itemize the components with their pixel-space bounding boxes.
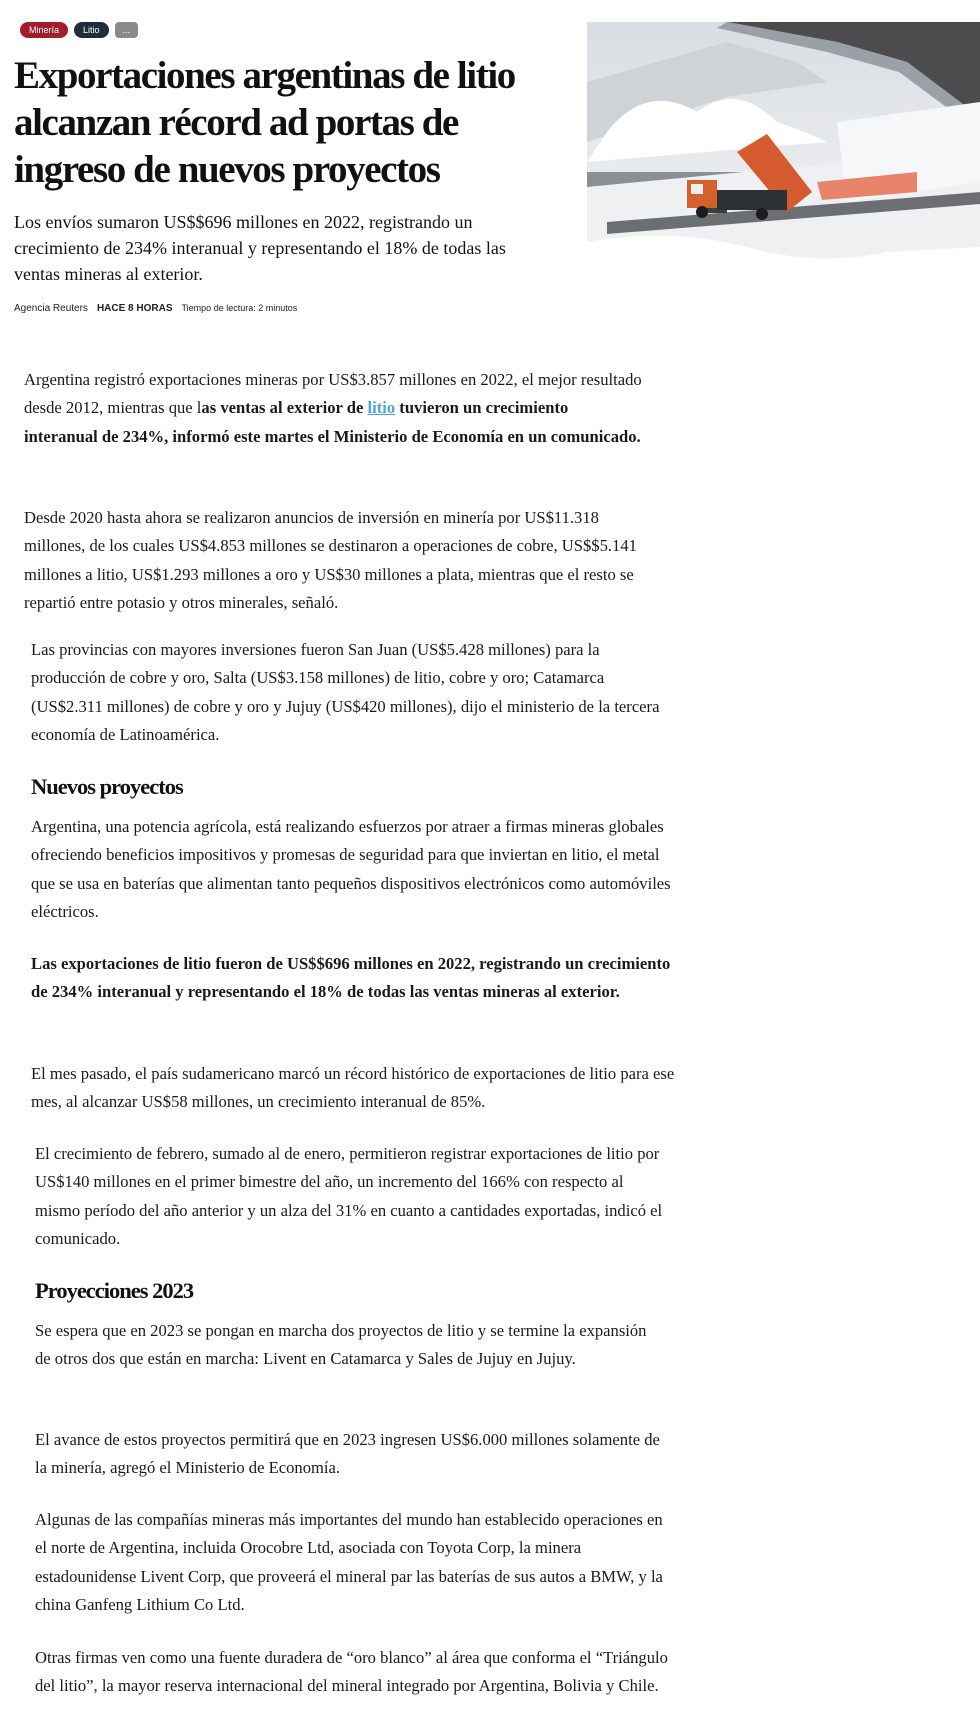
article-paragraph-3: Las provincias con mayores inversiones fueron San Juan (US$5.428 millones) para la producción de cobre y oro, Salta (US$3.158 millones) de litio, cobre y oro; Catamarca (US$2.311 millones) de cobre y oro y Jujuy (US$420 millones), dijo el ministerio de la tercera economía de Latinoamérica. bbox=[31, 640, 660, 745]
article-paragraph-1 bbox=[24, 366, 644, 451]
tag-litio[interactable]: Litio bbox=[74, 22, 109, 38]
article-paragraph-5: Las exportaciones de litio fueron de US$$696 millones en 2022, registrando un crecimiento de 234% interanual y representando el 18% de todas las ventas mineras al exterior. bbox=[31, 954, 671, 1002]
article-paragraph-9: El avance de estos proyectos permitirá que en 2023 ingresen US$6.000 millones solamente de la minería, agregó el Ministerio de Economía. bbox=[35, 1430, 660, 1478]
litio-link[interactable]: litio bbox=[367, 398, 396, 418]
paragraph-bold-text: tuvieron un crecimiento interanual de 234%, informó este martes el Ministerio de Economía en un comunicado. bbox=[24, 398, 641, 446]
paragraph-bold-text: as ventas al exterior de bbox=[201, 398, 368, 418]
article-paragraph-2: Desde 2020 hasta ahora se realizaron anuncios de inversión en minería por US$11.318 millones, de los cuales US$4.853 millones se destinaron a operaciones de cobre, US$$5.141 millones a litio, US$1.293 millones a oro y US$30 millones a plata, mientras que el resto se repartió entre potasio y otros minerales, señaló. bbox=[24, 508, 637, 613]
tag-list bbox=[20, 22, 138, 38]
hero-image[interactable] bbox=[587, 22, 980, 282]
more-tags-button[interactable]: ... bbox=[115, 22, 139, 38]
article-subhead: Los envíos sumaron US$$696 millones en 2022, registrando un crecimiento de 234% interanual y representando el 18% de todas las ventas mineras al exterior. bbox=[14, 212, 506, 284]
byline-reading-time: Tiempo de lectura: 2 minutos bbox=[181, 303, 298, 313]
article-paragraph-7: El crecimiento de febrero, sumado al de enero, permitieron registrar exportaciones de litio por US$140 millones en el primer bimestre del año, un incremento del 166% con respecto al mismo período del año anterior y un alza del 31% en cuanto a cantidades exportadas, indicó el comunicado. bbox=[35, 1144, 663, 1249]
lithium-salt-flat-photo-icon bbox=[587, 22, 980, 282]
section-title-proyecciones-2023: Proyecciones 2023 bbox=[35, 1278, 194, 1303]
article-paragraph-8: Se espera que en 2023 se pongan en marcha dos proyectos de litio y se termine la expansión de otros dos que están en marcha: Livent en Catamarca y Sales de Jujuy en Jujuy. bbox=[35, 1321, 647, 1369]
paragraph-text: Argentina registró exportaciones mineras por US$3.857 millones en 2022, el mejor resultado desde 2012, mientras que l bbox=[24, 370, 642, 418]
article-paragraph-11: Otras firmas ven como una fuente duradera de “oro blanco” al área que conforma el “Triángulo del litio”, la mayor reserva internacional del mineral integrado por Argentina, Bolivia y Chile. bbox=[35, 1648, 668, 1696]
byline-time: HACE 8 HORAS bbox=[96, 303, 173, 314]
tag-mineria[interactable]: Minería bbox=[20, 22, 68, 38]
article-paragraph-10: Algunas de las compañías mineras más importantes del mundo han establecido operaciones en el norte de Argentina, incluida Orocobre Ltd, asociada con Toyota Corp, la minera estadounidense Livent Corp, que proveerá el mineral par las baterías de sus autos a BMW, y la china Ganfeng Lithium Co Ltd. bbox=[35, 1510, 663, 1615]
byline-author[interactable]: Agencia Reuters bbox=[14, 303, 88, 314]
section-title-nuevos-proyectos: Nuevos proyectos bbox=[31, 774, 183, 799]
article-headline: Exportaciones argentinas de litio alcanzan récord ad portas de ingreso de nuevos proyectos bbox=[14, 54, 515, 191]
byline bbox=[14, 303, 297, 314]
article-paragraph-6: El mes pasado, el país sudamericano marcó un récord histórico de exportaciones de litio para ese mes, al alcanzar US$58 millones, un crecimiento interanual de 85%. bbox=[31, 1064, 675, 1112]
article-paragraph-4: Argentina, una potencia agrícola, está realizando esfuerzos por atraer a firmas mineras globales ofreciendo beneficios impositivos y promesas de seguridad para que inviertan en litio, el metal que se usa en baterías que alimentan tanto pequeños dispositivos electrónicos como automóviles eléctricos. bbox=[31, 817, 671, 922]
